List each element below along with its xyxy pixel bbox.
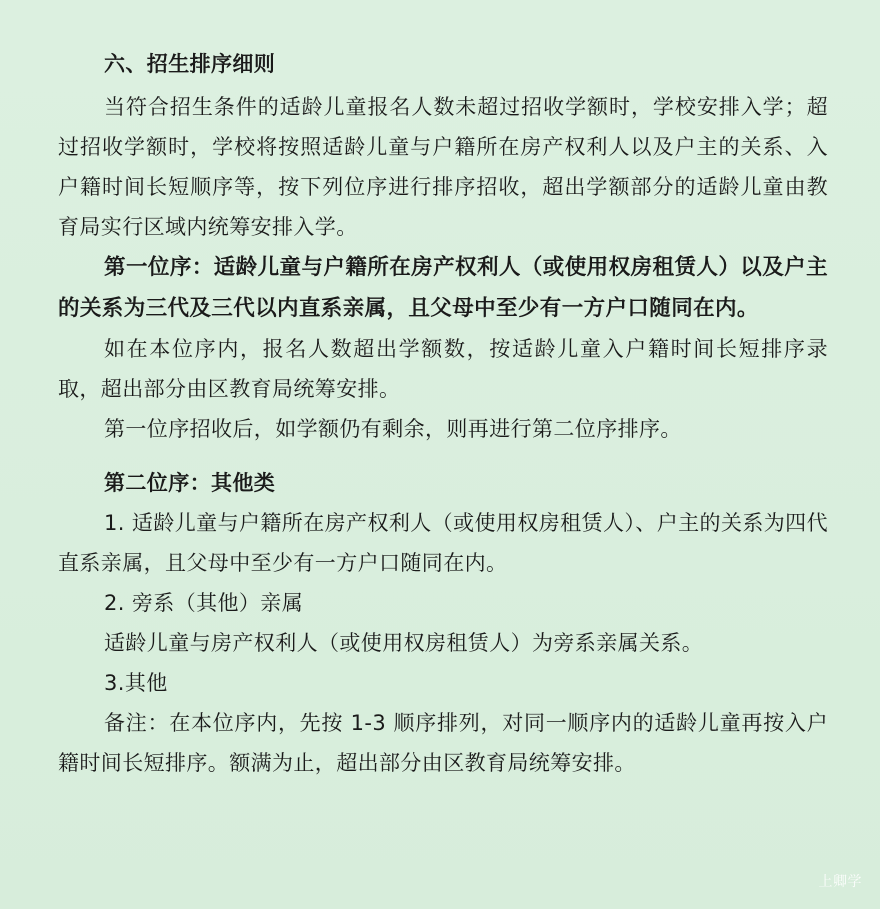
first-order-after: 第一位序招收后，如学额仍有剩余，则再进行第二位序排序。 [104,417,682,441]
second-order-item-1: 1. 适龄儿童与户籍所在房产权利人（或使用权房租赁人）、户主的关系为四代直系亲属，且父母中至少有一方户口随同在内。 [58,511,828,575]
second-order-title: 第二位序：其他类 [104,471,276,495]
document-body [58,44,828,783]
second-order-item-2-desc: 适龄儿童与房产权利人（或使用权房租赁人）为旁系亲属关系。 [104,631,704,655]
paragraph-gap [58,449,828,463]
intro-paragraph: 当符合招生条件的适龄儿童报名人数未超过招收学额时，学校安排入学；超过招收学额时，学校将按照适龄儿童与户籍所在房产权利人以及户主的关系、入户籍时间长短顺序等，按下列位序进行排序招收，超出学额部分的适龄儿童由教育局实行区域内统筹安排入学。 [58,95,828,239]
second-order-item-3-title: 3.其他 [104,671,168,695]
section-title: 六、招生排序细则 [104,52,276,76]
first-order-title: 第一位序：适龄儿童与户籍所在房产权利人（或使用权房租赁人）以及户主的关系为三代及三代以内直系亲属，且父母中至少有一方户口随同在内。 [58,255,828,321]
first-order-rule: 如在本位序内，报名人数超出学额数，按适龄儿童入户籍时间长短排序录取，超出部分由区教育局统筹安排。 [58,337,828,401]
second-order-note: 备注：在本位序内，先按 1-3 顺序排列，对同一顺序内的适龄儿童再按入户籍时间长短排序。额满为止，超出部分由区教育局统筹安排。 [58,711,828,775]
second-order-item-2-title: 2. 旁系（其他）亲属 [104,591,304,615]
watermark: 上卿学 [818,874,862,890]
